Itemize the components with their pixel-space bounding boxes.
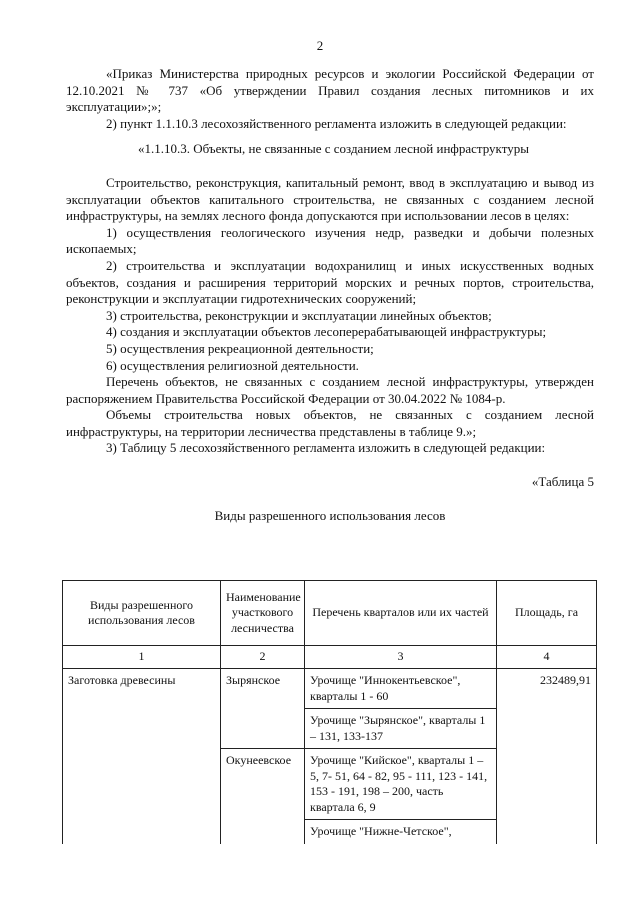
table-row xyxy=(63,669,597,709)
paragraph-item-3: 3) Таблицу 5 лесохозяйственного регламента изложить в следующей редакции: xyxy=(106,440,546,456)
list-item: 5) осуществления рекреационной деятельности; xyxy=(106,340,374,356)
column-number: 4 xyxy=(497,646,597,669)
use-type-cell: Заготовка древесины xyxy=(63,669,221,844)
paragraph-construction: Строительство, реконструкция, капитальный ремонт, ввод в эксплуатацию и вывод из эксплуатации объектов капитального строительства, не связанных с созданием лесной инфраструктуры, на землях лесного фонда допускаются при использовании лесов в целях: xyxy=(66,174,594,224)
area-cell: 232489,91 xyxy=(497,669,597,844)
table-header-row xyxy=(63,581,597,646)
forestry-name-cell: Окунеевское xyxy=(221,749,305,844)
paragraph-volumes: Объемы строительства новых объектов, не связанных с созданием лесной инфраструктуры, на территории лесничества представлены в таблице 9.»; xyxy=(66,407,594,439)
page-number: 2 xyxy=(316,38,324,53)
quarters-cell: Урочище "Зырянское", кварталы 1 – 131, 133-137 xyxy=(305,709,497,749)
column-header: Перечень кварталов или их частей xyxy=(305,581,497,646)
column-number: 3 xyxy=(305,646,497,669)
document-body xyxy=(66,66,594,524)
paragraph-item-2: 2) пункт 1.1.10.3 лесохозяйственного регламента изложить в следующей редакции: xyxy=(106,115,567,131)
list-item: 6) осуществления религиозной деятельности. xyxy=(106,357,359,373)
forest-use-table xyxy=(62,580,597,844)
list-item: 2) строительства и эксплуатации водохранилищ и иных искусственных водных объектов, создания и расширения территорий морских и речных портов, строительства, реконструкции и эксплуатации гидротехнических сооружений; xyxy=(66,257,594,307)
column-number: 1 xyxy=(63,646,221,669)
list-item: 4) создания и эксплуатации объектов лесоперерабатывающей инфраструктуры; xyxy=(106,324,547,340)
table-label: «Таблица 5 xyxy=(531,474,594,490)
forestry-name-cell: Зырянское xyxy=(221,669,305,749)
table-title: Виды разрешенного использования лесов xyxy=(214,507,446,523)
column-number-row xyxy=(63,646,597,669)
section-heading: «1.1.10.3. Объекты, не связанные с созданием лесной инфраструктуры xyxy=(138,141,529,157)
quarters-cell: Урочище "Иннокентьевское", кварталы 1 - 60 xyxy=(305,669,497,709)
column-number: 2 xyxy=(221,646,305,669)
list-item: 1) осуществления геологического изучения недр, разведки и добычи полезных ископаемых; xyxy=(66,224,594,257)
column-header: Площадь, га xyxy=(497,581,597,646)
column-header: Виды разрешенного использования лесов xyxy=(63,581,221,646)
paragraph-objects-list: Перечень объектов, не связанных с созданием лесной инфраструктуры, утвержден распоряжением Правительства Российской Федерации от 30.04.2022 № 1084-р. xyxy=(66,374,594,406)
quarters-cell: Урочище "Кийское", кварталы 1 – 5, 7- 51, 64 - 82, 95 - 111, 123 - 141, 153 - 191, 198 – 200, часть квартала 6, 9 xyxy=(305,749,497,820)
list-item: 3) строительства, реконструкции и эксплуатации линейных объектов; xyxy=(106,307,492,323)
column-header: Наименование участкового лесничества xyxy=(221,581,305,646)
quarters-cell: Урочище "Нижне-Четское", xyxy=(305,820,497,844)
paragraph-order-reference: «Приказ Министерства природных ресурсов и экологии Российской Федерации от 12.10.2021 № 737 «Об утверждении Правил создания лесных питомников и их эксплуатации»;»; xyxy=(66,66,594,115)
